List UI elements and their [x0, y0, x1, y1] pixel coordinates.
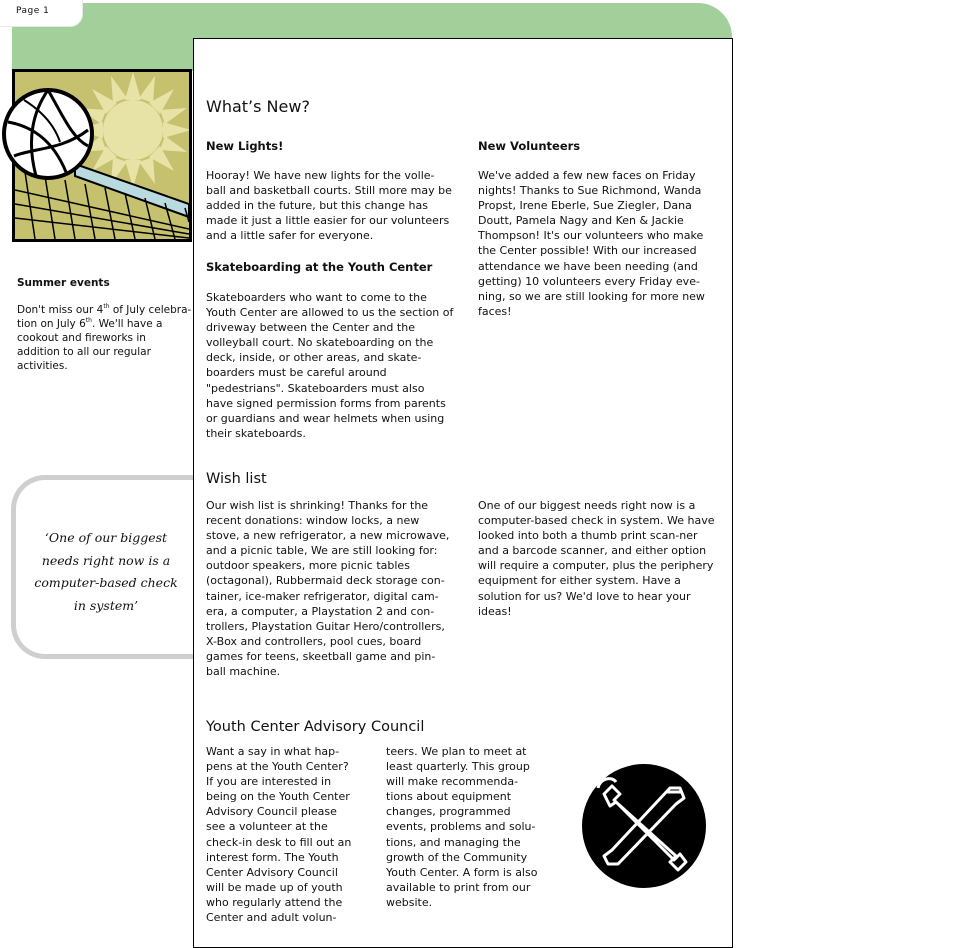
- new-lights-title: New Lights!: [206, 139, 284, 153]
- whats-new-heading: What’s New?: [206, 97, 310, 116]
- council-body-right: teers. We plan to meet at least quarterly. This group will make recommenda-tions about equipment changes, programmed events, problems and solu-tions, and managing the growth of the Community Youth Center. A form is also available to print from our website.: [386, 745, 538, 909]
- wish-list-body-left: Our wish list is shrinking! Thanks for the recent donations: window locks, a new stove, a new refrigerator, a new microwave, and a picnic table, We are still looking for: outdoor speakers, more picnic tables (octagonal), Rubbermaid deck storage con-tainer, ice-maker refrigerator, digital cam-era, a computer, a Playstation 2 and con-trollers, Playstation Guitar Hero/controllers, X-Box and controllers, pool cues, board games for teens, skeetball game and pin-ball machine.: [206, 499, 450, 679]
- wish-list-body-right: One of our biggest needs right now is a computer-based check in system. We have looked into both a thumb print scan-ner and a barcode scanner, and either option will require a computer, plus the periphery equipment for either system. Have a solution for us? We'd love to hear your ideas!: [478, 499, 715, 618]
- new-volunteers-body: We've added a few new faces on Friday nights! Thanks to Sue Richmond, Wanda Propst, Irene Eberle, Sue Ziegler, Dana Doutt, Pamela Nagy and Ken & Jackie Thompson! It's our volunteers who make the Center possible! With our increased attendance we have been needing (and getting) 10 volunteers every Friday eve-ning, so we are still looking for more new faces!: [478, 169, 705, 318]
- skateboarding-body: Skateboarders who want to come to the Youth Center are allowed to us the section of driveway between the Center and the volleyball court. No skateboarding on the deck, inside, or other areas, and skate-boarders must be careful around "pedestrians". Skateboarders must also have signed permission forms from parents or guardians and wear helmets when using their skateboards.: [206, 291, 454, 440]
- new-volunteers-title: New Volunteers: [478, 139, 581, 153]
- council-body-left: Want a say in what hap-pens at the Youth Center? If you are interested in being on the Youth Center Advisory Council please see a volunteer at the check-in desk to fill out an interest form. The Youth Center Advisory Council will be made up of youth who regularly attend the Center and adult volun-: [206, 745, 352, 925]
- page-label: Page 1: [16, 6, 50, 16]
- sidebar-text: Don't miss our 4th of July celebra-tion on July 6th. We'll have a cookout and fireworks in addition to all our regular activities.: [17, 303, 192, 372]
- sidebar-title: Summer events: [17, 277, 110, 289]
- skateboarding-title: Skateboarding at the Youth Center: [206, 260, 433, 274]
- page-tab: [0, 0, 82, 26]
- council-heading: Youth Center Advisory Council: [206, 719, 425, 735]
- new-lights-body: Hooray! We have new lights for the volle-ball and basketball courts. Still more may be added in the future, but this change has made it just a little easier for our volunteers and a little safer for everyone.: [206, 169, 452, 243]
- wish-list-heading: Wish list: [206, 471, 267, 487]
- wrenches-icon: [582, 764, 706, 888]
- pull-quote: ‘One of our biggest needs right now is a computer-based check in system’: [34, 530, 178, 613]
- volleyball-icon: [0, 86, 96, 182]
